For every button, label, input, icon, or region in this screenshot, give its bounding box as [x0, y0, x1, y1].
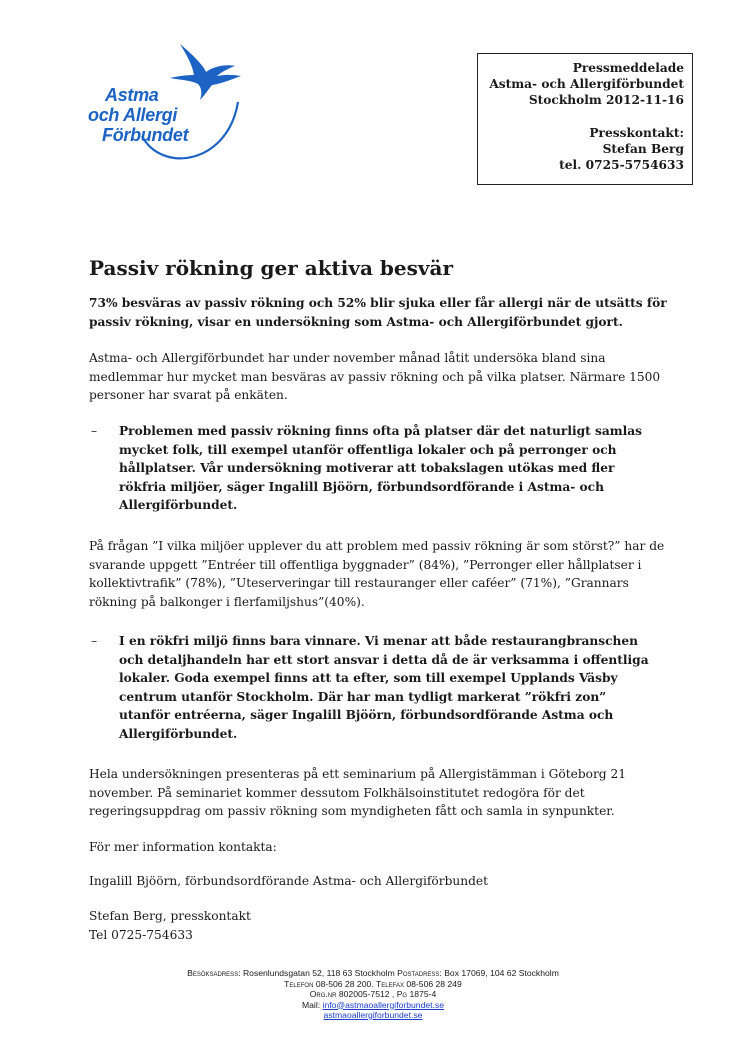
press-info-box [477, 53, 693, 185]
paragraph-chair-contact: Ingalill Bjöörn, förbundsordförande Astma- och Allergiförbundet [89, 874, 488, 888]
plusgiro: 1875-4 [407, 989, 437, 999]
contact-name: Stefan Berg, presskontakt [89, 909, 251, 923]
paragraph-seminar: Hela undersökningen presenteras på ett seminarium på Allergistämman i Göteborg 21 november. På seminariet kommer dessutom Folkhälsoinstitutet redogöra för det regeringsuppdrag om passiv rökning som myndigheten fått och samla in synpunkter. [89, 767, 626, 818]
fax-label: Telefax [376, 978, 404, 989]
spacer [478, 108, 684, 125]
quote-block-2 [91, 632, 649, 743]
press-contact-phone: tel. 0725-5754633 [559, 158, 684, 172]
org-number: 802005-7512 , [336, 989, 397, 999]
post-address: Box 17069, 104 62 Stockholm [441, 968, 559, 978]
quote-text-2: I en rökfri miljö finns bara vinnare. Vi menar att både restaurangbranschen och detaljhandeln har ett stort ansvar i detta då de är verksamma i offentliga lokaler. Goda exempel finns att ta efter, som till exempel Upplands Väsby centrum utanför Stockholm. Där har man tydligt markerat ”rökfri zon” utanför entréerna, säger Ingalill Bjöörn, förbundsordförande Astma och Allergiförbundet. [119, 634, 649, 741]
email-link[interactable]: info@astmaoallergiforbundet.se [322, 999, 444, 1010]
footer-web-line [0, 1010, 746, 1021]
footer [0, 968, 746, 1021]
press-date: Stockholm 2012-11-16 [528, 93, 684, 107]
press-contact-block [89, 907, 669, 944]
logo-text-line1: Astma [105, 85, 159, 105]
fax: 08-506 28 249 [403, 978, 462, 989]
telephone: 08-506 28 200. [313, 978, 377, 989]
footer-mail-line [0, 1000, 746, 1011]
logo-text-line3: Förbundet [102, 125, 189, 145]
plusgiro-label: Pg [396, 989, 408, 999]
quote-text-1: Problemen med passiv rökning finns ofta på platser där det naturligt samlas mycket folk, till exempel utanför offentliga lokaler och på perronger och hållplatser. Vår undersökning motiverar att tobakslagen utökas med fler rökfria miljöer, säger Ingalill Bjöörn, förbundsordförande i Astma- och Allergiförbundet. [119, 424, 643, 512]
logo [80, 42, 255, 177]
dash-bullet: – [91, 424, 98, 438]
website-link[interactable]: astmaoallergiforbundet.se [323, 1010, 423, 1020]
lead-paragraph: 73% besväras av passiv rökning och 52% blir sjuka eller får allergi när de utsätts för passiv rökning, visar en undersökning som Astma- och Allergiförbundet gjort. [89, 296, 667, 329]
quote-block-1 [91, 422, 649, 515]
organization-name: Astma- och Allergiförbundet [489, 77, 684, 91]
post-address-label: Postadress: [397, 968, 442, 978]
footer-phone-line [0, 979, 746, 990]
contact-phone: Tel 0725-754633 [89, 927, 193, 942]
visit-address: Rosenlundsgatan 52, 118 63 Stockholm [240, 968, 398, 978]
footer-address-line [0, 968, 746, 979]
visit-address-label: Besöksadress: [187, 968, 241, 978]
paragraph-results: På frågan ”I vilka miljöer upplever du att problem med passiv rökning är som störst?” har de svarande uppgett ”Entréer till offentliga byggnader” (84%), ”Perronger eller hållplatser i kollektivtrafik” (78%), ”Uteserveringar till restauranger eller caféer” (71%), ”Grannars rökning på balkonger i flerfamiljshus”(40%). [89, 539, 665, 609]
paragraph-survey: Astma- och Allergiförbundet har under november månad låtit undersöka bland sina medlemmar hur mycket man besväras av passiv rökning och på vilka platser. Närmare 1500 personer har svarat på enkäten. [89, 351, 661, 402]
press-contact-label: Presskontakt: [589, 126, 684, 140]
org-number-label: Org.nr [309, 989, 337, 999]
footer-org-line [0, 989, 746, 1000]
press-release-label: Pressmeddelade [572, 61, 684, 75]
logo-text-line2: och Allergi [88, 105, 178, 125]
paragraph-more-info: För mer information kontakta: [89, 840, 277, 854]
telephone-label: Telefon [284, 978, 314, 989]
mail-label: Mail: [301, 999, 321, 1010]
dash-bullet: – [91, 634, 98, 648]
page-title: Passiv rökning ger aktiva besvär [89, 256, 454, 280]
press-contact-name: Stefan Berg [602, 142, 684, 156]
